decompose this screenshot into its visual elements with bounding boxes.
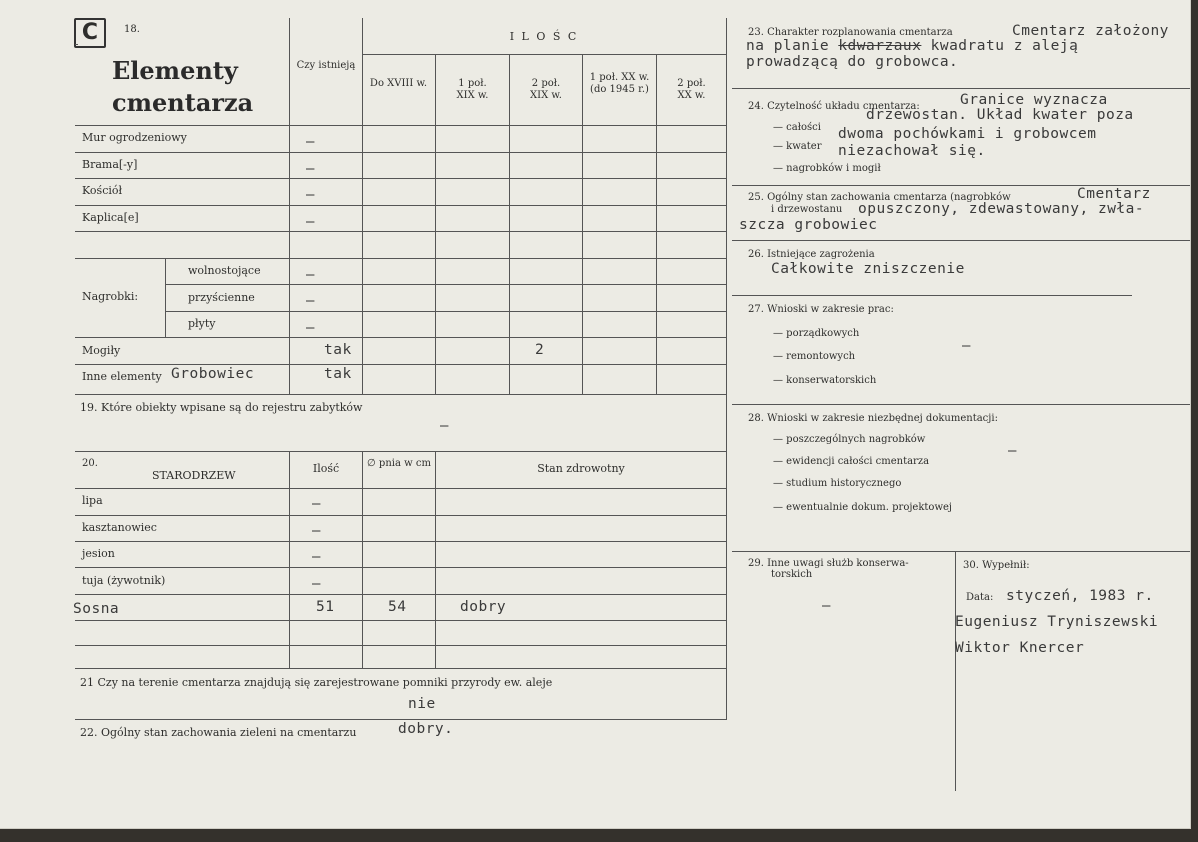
rule [75,178,726,179]
q25-label-b: i drzewostanu [771,204,843,215]
rule [732,88,1190,89]
rule [75,645,726,646]
rule [732,551,1190,552]
q24-line4: niezachował się. [838,143,986,159]
rule [732,295,1132,296]
rule [75,620,726,621]
tree-extra-health: dobry [460,599,507,615]
rule [656,54,657,394]
rule [362,18,363,394]
row-label: Mur ogrodzeniowy [82,131,187,144]
row-label: Kaplica[e] [82,211,139,224]
q28-label: 28. Wnioski w zakresie niezbędnej dokumentacji: [748,413,998,424]
rule [582,54,583,394]
inne-label: Inne elementy [82,370,162,383]
q28-item: — studium historycznego [773,478,902,489]
row-exists: – [306,187,315,203]
rule [165,284,726,285]
q25-label-a: 25. Ogólny stan zachowania cmentarza (nagrobków [748,192,1011,203]
nagrobki-sub-label: płyty [188,317,216,330]
q25-line1: Cmentarz [1077,186,1151,202]
rule [289,451,290,668]
q28-answer: — [1008,443,1017,459]
mogily-count: 2 [535,342,545,358]
nagrobki-sub-exists: – [306,267,315,283]
rule [75,231,726,232]
q27-answer: — [962,338,971,354]
trees-header-qty: Ilość [312,462,340,475]
rule [732,404,1190,405]
q30-name2: Wiktor Knercer [955,640,1085,656]
rule [726,18,727,720]
q24-line1: Granice wyznacza [960,92,1108,108]
q28-item: — ewidencji całości cmentarza [773,456,930,467]
q30-label: 30. Wypełnił: [963,560,1030,571]
tree-qty: – [312,576,321,592]
q30-date: styczeń, 1983 r. [1006,588,1154,604]
q26-answer: Całkowite zniszczenie [771,261,965,277]
row-exists: – [306,161,315,177]
rule [75,567,726,568]
q22-answer: dobry. [398,721,454,737]
rule [362,54,726,55]
q26-label: 26. Istniejące zagrożenia [748,249,875,260]
inne-value: Grobowiec [171,366,255,382]
section-letter: C [74,18,106,48]
trees-header-health: Stan zdrowotny [537,462,625,475]
q24-sub: — kwater [773,141,822,152]
tree-qty: – [312,496,321,512]
rule [75,394,726,395]
q27-label: 27. Wnioski w zakresie prac: [748,304,894,315]
rule [75,152,726,153]
q24-sub: — nagrobków i mogił [773,163,881,174]
tree-extra-diam: 54 [388,599,407,615]
rule [732,240,1190,241]
rule [75,44,78,45]
q27-item: — porządkowych [773,328,860,339]
tree-name: lipa [82,494,103,507]
nagrobki-sub-exists: – [306,293,315,309]
mogily-label: Mogiły [82,344,121,357]
inne-exists: tak [324,366,352,382]
header-period: 2 poł. XIX w. [530,78,562,101]
q22-label: 22. Ogólny stan zachowania zieleni na cmentarzu [80,726,357,739]
q23-label: 23. Charakter rozplanowania cmentarza [748,27,953,38]
rule [75,364,726,365]
q28-item: — poszczególnych nagrobków [773,434,926,445]
q30-name1: Eugeniusz Tryniszewski [955,614,1159,630]
rule [75,541,726,542]
trees-number: 20. [82,458,98,469]
form-title-line2: cmentarza [112,88,254,117]
q25-line3: szcza grobowiec [739,217,878,233]
q25-line2: opuszczony, zdewastowany, zwła- [858,201,1145,217]
rule [165,258,166,337]
rule [289,18,290,394]
q27-item: — konserwatorskich [773,375,877,386]
nagrobki-sub-label: przyścienne [188,291,255,304]
q29-label-a: 29. Inne uwagi służb konserwa- [748,558,909,569]
rule [509,54,510,394]
section-number: 18. [124,24,140,35]
q23-line3: prowadzącą do grobowca. [746,54,959,70]
q24-line2: drzewostan. Układ kwater poza [866,107,1134,123]
tree-extra-qty: 51 [316,599,335,615]
header-period: 2 poł. XX w. [677,78,706,101]
nagrobki-label: Nagrobki: [82,290,139,303]
tree-name: tuja (żywotnik) [82,574,166,587]
q24-sub: — całości [773,122,821,133]
rule [435,451,436,668]
trees-header-diam: ∅ pnia w cm [367,458,431,469]
rule [75,668,726,669]
rule [955,551,956,791]
q24-line3: dwoma pochówkami i grobowcem [838,126,1097,142]
row-exists: – [306,134,315,150]
q27-item: — remontowych [773,351,856,362]
rule [165,311,726,312]
nagrobki-sub-exists: – [306,320,315,336]
rule [75,488,726,489]
row-exists: – [306,214,315,230]
row-label: Brama[-y] [82,158,138,171]
header-quantity: I L O Ś C [509,30,579,43]
q30-date-label: Data: [966,592,994,603]
rule [75,515,726,516]
rule [75,258,726,259]
q24-label: 24. Czytelność układu cmentarza: [748,101,920,112]
rule [362,451,363,668]
tree-extra-name: Sosna [73,601,120,617]
q23-line2: na planie kdwarzaux kwadratu z aleją [746,38,1079,54]
tree-name: jesion [82,547,115,560]
trees-header-name: STARODRZEW [152,469,236,482]
rule [75,451,726,452]
row-label: Kościół [82,184,123,197]
q28-item: — ewentualnie dokum. projektowej [773,502,953,513]
q23-line1: Cmentarz założony [1012,23,1169,39]
tree-qty: – [312,523,321,539]
q19-label: 19. Które obiekty wpisane są do rejestru zabytków [80,401,363,414]
mogily-exists: tak [324,342,352,358]
form-title-line1: Elementy [112,56,238,85]
rule [435,54,436,394]
q29-answer: — [822,598,831,614]
rule [75,205,726,206]
header-period: 1 poł. XX w. (do 1945 r.) [589,72,650,95]
nagrobki-sub-label: wolnostojące [188,264,261,277]
rule [75,594,726,595]
rule [75,719,726,720]
header-exists: Czy istnieją [296,60,356,71]
q29-label-b: torskich [771,569,813,580]
q21-answer: nie [408,696,436,712]
tree-qty: – [312,549,321,565]
rule [75,125,726,126]
q19-answer: — [440,418,449,434]
header-period: Do XVIII w. [369,78,428,89]
rule [75,337,726,338]
tree-name: kasztanowiec [82,521,157,534]
q21-label: 21 Czy na terenie cmentarza znajdują się zarejestrowane pomniki przyrody ew. aleje [80,676,553,689]
header-period: 1 poł. XIX w. [456,78,489,101]
